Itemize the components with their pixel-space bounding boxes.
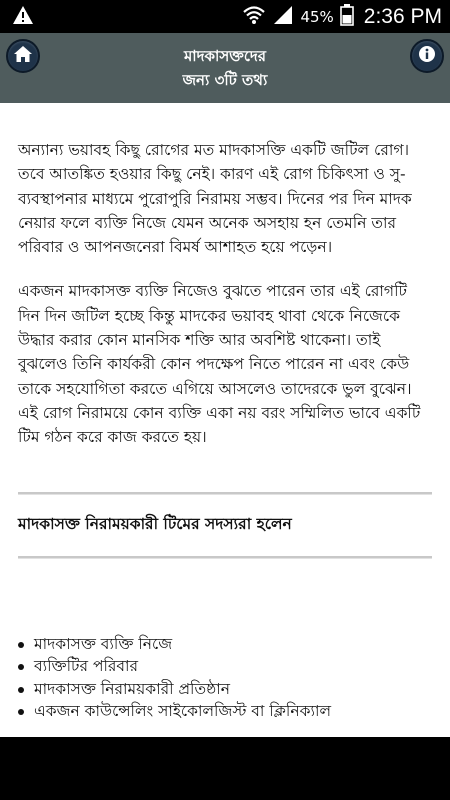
team-members-list: [18, 633, 432, 723]
section-heading: মাদকাসক্ত নিরাময়কারী টিমের সদস্যরা হলেন: [18, 514, 292, 533]
app-header: [0, 33, 450, 103]
home-button[interactable]: [6, 39, 40, 73]
status-bar: [0, 0, 450, 33]
status-time: 2:36 PM: [363, 4, 442, 28]
signal-icon: [272, 5, 294, 29]
page-title: [183, 44, 268, 92]
list-item: মাদকাসক্ত ব্যক্তি নিজে: [18, 633, 432, 656]
home-icon: [13, 45, 33, 67]
content-area[interactable]: [0, 103, 450, 737]
bottom-bar: [0, 737, 450, 800]
page-title-line1: মাদকাসক্তদের: [183, 47, 267, 65]
battery-icon: [340, 4, 354, 30]
paragraph-intro: অন্যান্য ভয়াবহ কিছু রোগের মত মাদকাসক্তি একটি জটিল রোগ। তবে আতঙ্কিত হওয়ার কিছু নেই। কারণ এই রোগ চিকিৎসা ও সু-ব্যবস্থাপনার মাধ্যমে পুরোপুরি নিরাময় সম্ভব। দিনের পর দিন মাদক নেয়ার ফলে ব্যক্তি নিজে যেমন অনেক অসহায় হন তেমনি তার পরিবার ও আপনজনেরা বিমর্ষ আশাহত হয়ে পড়েন।: [18, 141, 412, 257]
list-item: ব্যক্তিটির পরিবার: [18, 655, 432, 678]
paragraph-second: একজন মাদকাসক্ত ব্যক্তি নিজেও বুঝতে পারেন তার এই রোগটি দিন দিন জটিল হচ্ছে কিন্তু মাদকের ভয়াবহ থাবা থেকে নিজেকে উদ্ধার করার কোন মানসিক শক্তি আর অবশিষ্ট থাকেনা। তাই বুঝলেও তিনি কার্যকরী কোন পদক্ষেপ নিতে পারেন না এবং কেউ তাকে সহযোগিতা করতে এগিয়ে আসলেও তাদেরকে ভুল বুঝেন। এই রোগ নিরাময়ে কোন ব্যক্তি একা নয় বরং সম্মিলিত ভাবে একটি টিম গঠন করে কাজ করতে হয়।: [18, 282, 421, 447]
warning-icon: [12, 5, 34, 29]
status-right: [242, 4, 442, 30]
list-item: একজন কাউন্সেলিং সাইকোলজিস্ট বা ক্লিনিক্যাল: [18, 700, 432, 723]
divider: [18, 556, 432, 559]
page-title-line2: জন্য ৩টি তথ্য: [182, 71, 268, 89]
wifi-icon: [242, 5, 266, 29]
battery-percent: 45%: [300, 7, 334, 26]
info-button[interactable]: [410, 39, 444, 73]
info-icon: [418, 45, 436, 67]
list-item: মাদকাসক্ত নিরাময়কারী প্রতিষ্ঠান: [18, 678, 432, 701]
status-left: [12, 5, 34, 29]
divider: [18, 492, 432, 495]
